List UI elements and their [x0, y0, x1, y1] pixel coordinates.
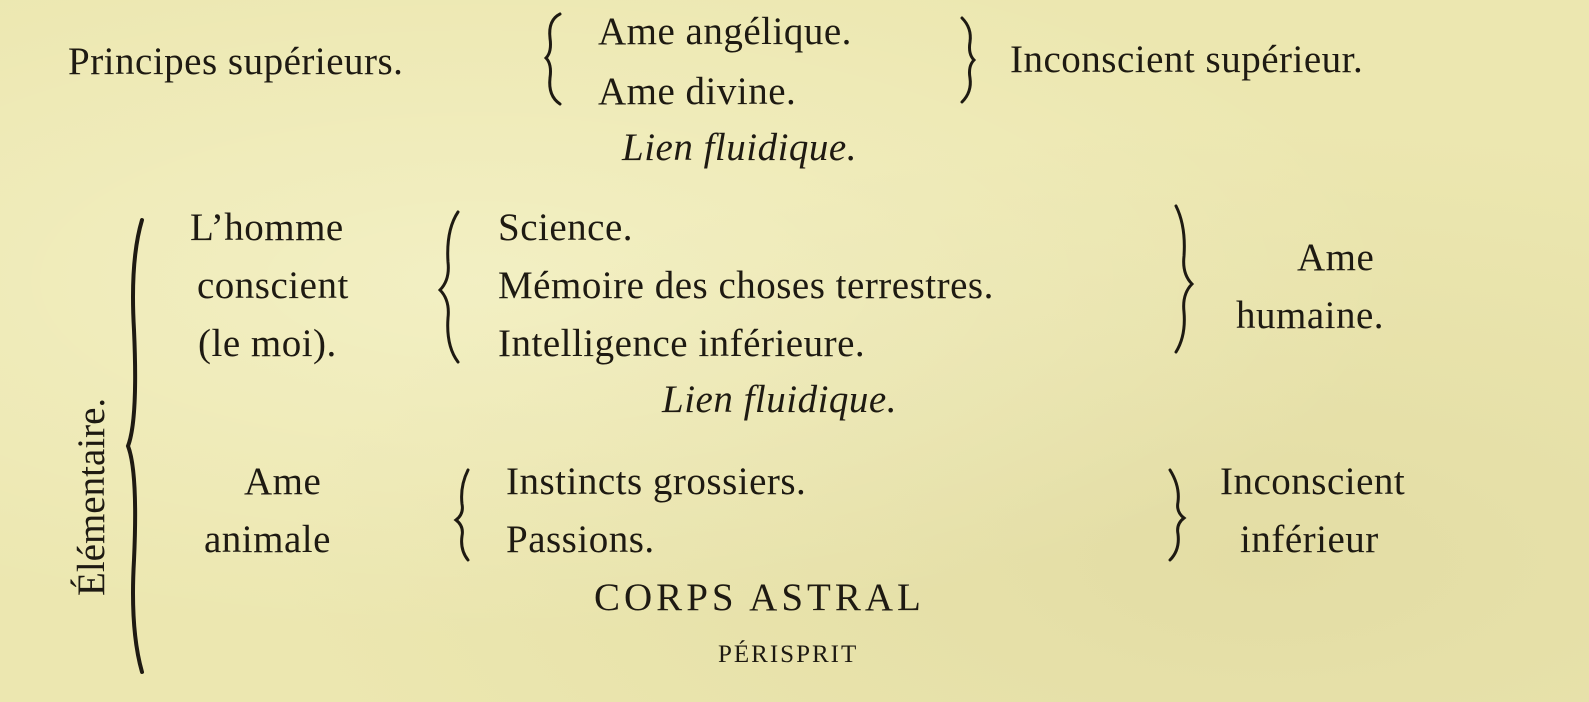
human-soul-line-2: humaine. — [1236, 294, 1385, 337]
animal-item-instincts: Instincts grossiers. — [506, 460, 807, 503]
brace-elementary — [128, 220, 142, 672]
superior-principles-label: Principes supérieurs. — [68, 40, 404, 83]
human-soul-line-1: Ame — [1297, 236, 1375, 279]
brace-human-right — [1176, 206, 1192, 352]
brace-top-left — [546, 14, 560, 104]
brace-top-right — [962, 18, 974, 102]
human-item-memory: Mémoire des choses terrestres. — [498, 264, 994, 307]
superior-item-angelic-soul: Ame angélique. — [598, 10, 852, 53]
conscious-man-line-2: conscient — [197, 264, 349, 307]
fluid-link-2: Lien fluidique. — [662, 378, 897, 421]
superior-unconscious-label: Inconscient supérieur. — [1010, 38, 1364, 81]
superior-item-divine-soul: Ame divine. — [598, 70, 797, 113]
animal-item-passions: Passions. — [506, 518, 655, 561]
inferior-unconscious-line-2: inférieur — [1240, 518, 1379, 561]
fluid-link-1: Lien fluidique. — [622, 126, 857, 169]
animal-soul-line-1: Ame — [244, 460, 322, 503]
human-item-intelligence: Intelligence inférieure. — [498, 322, 866, 365]
conscious-man-line-3: (le moi). — [198, 322, 337, 365]
animal-soul-line-2: animale — [204, 518, 331, 561]
elementary-vertical-label: Élémentaire. — [70, 397, 113, 596]
conscious-man-line-1: L’homme — [190, 206, 344, 249]
brace-animal-right — [1170, 470, 1184, 560]
human-item-science: Science. — [498, 206, 634, 249]
astral-body-heading: CORPS ASTRAL — [594, 576, 925, 619]
brace-animal-left — [456, 470, 468, 560]
brace-human-left — [440, 212, 458, 362]
inferior-unconscious-line-1: Inconscient — [1220, 460, 1406, 503]
perisprit-heading: PÉRISPRIT — [718, 641, 859, 668]
